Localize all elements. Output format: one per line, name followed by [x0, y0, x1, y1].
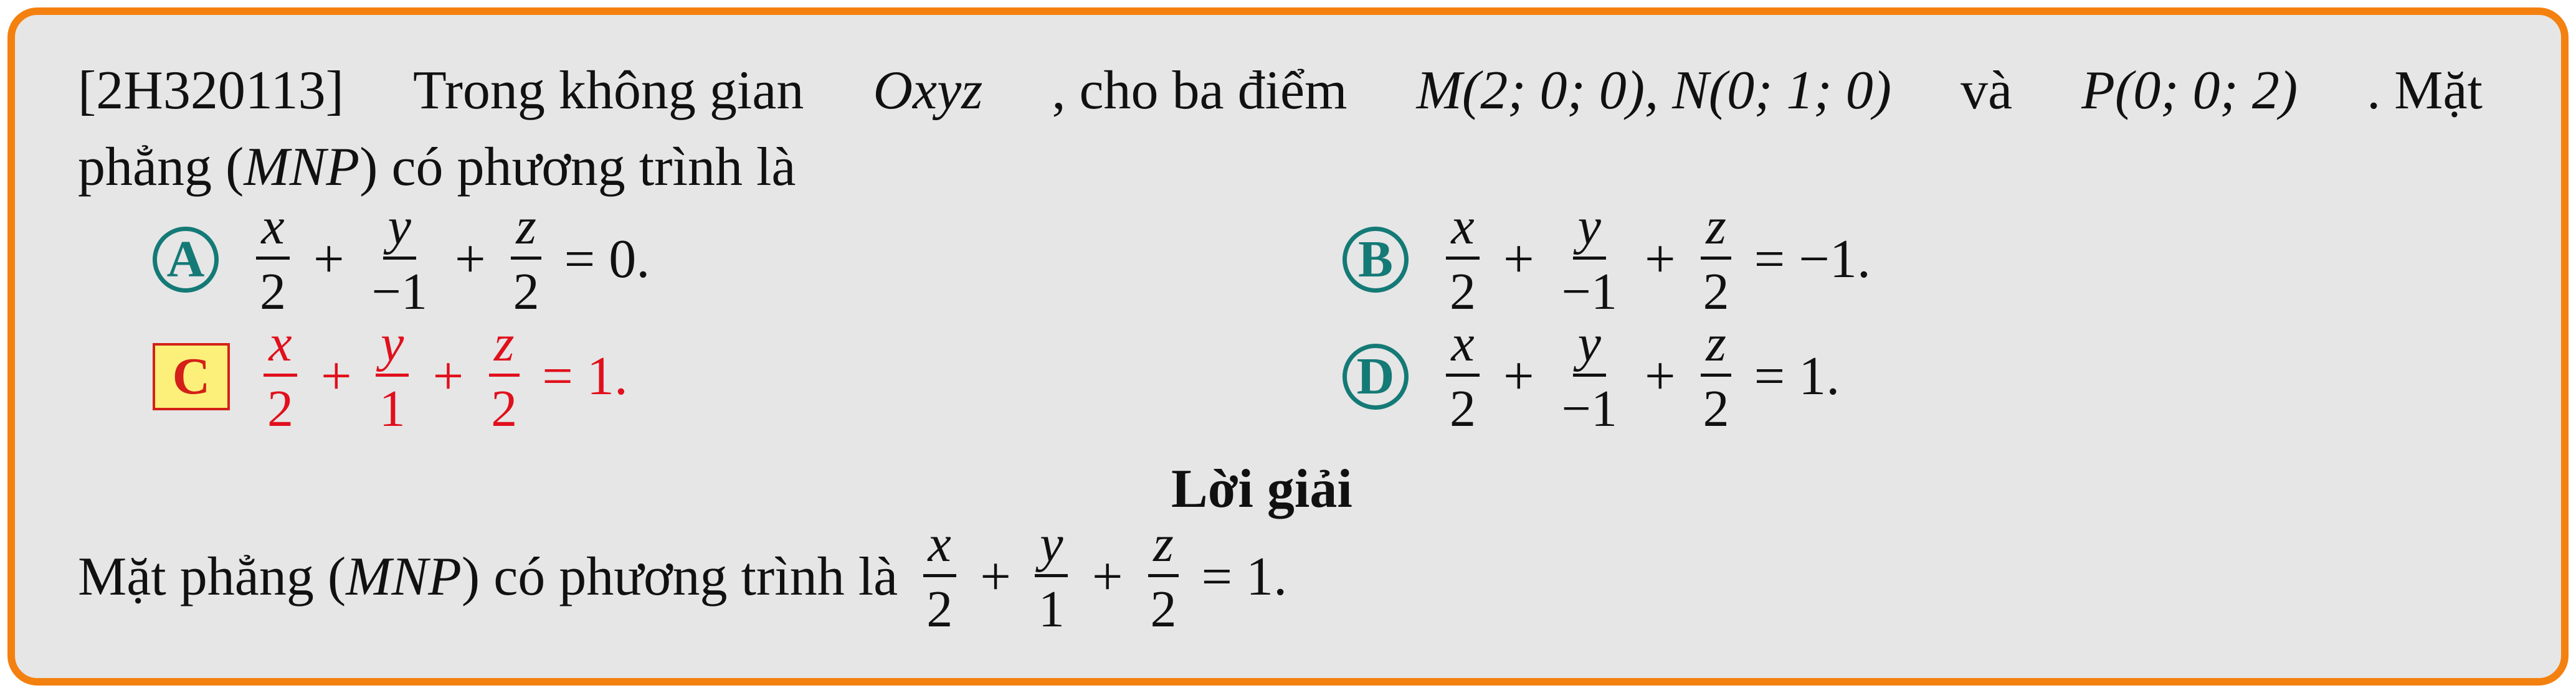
question-text-1d: . Mặt — [2367, 60, 2483, 121]
option-b-equation: $\frac{x}{2}$ + $\frac{y}{-1}$ + $\frac{z}{2}$ = −1. — [1438, 200, 1871, 318]
option-c-equation: $\frac{x}{2}$ + $\frac{y}{1}$ + $\frac{z}{2}$ = 1. — [256, 318, 628, 435]
fraction: $\frac{y}{-1}$ — [371, 197, 428, 321]
option-a-equation: $\frac{x}{2}$ + $\frac{y}{-1}$ + $\frac{z}{2}$ = 0. — [249, 200, 650, 318]
fraction: $\frac{y}{1}$ — [1034, 518, 1070, 636]
fraction: $\frac{z}{2}$ — [1145, 518, 1181, 636]
solution-text: Mặt phẳng (MNP) có phương trình là — [78, 547, 898, 607]
fraction: $\frac{x}{2}$ — [1445, 318, 1481, 435]
question-line-1 — [78, 60, 2483, 121]
option-a-badge[interactable]: A — [153, 227, 219, 293]
space-name: Oxyz — [873, 60, 983, 121]
option-a[interactable] — [153, 197, 650, 321]
point-p: P(0; 0; 2) — [2081, 60, 2298, 121]
fraction: $\frac{y}{-1}$ — [1561, 197, 1618, 321]
option-d-equation: $\frac{x}{2}$ + $\frac{y}{-1}$ + $\frac{z}{2}$ = 1. — [1438, 318, 1840, 435]
option-b[interactable] — [1343, 197, 1871, 321]
question-text-1c: và — [1961, 60, 2013, 121]
option-d[interactable] — [1343, 314, 1840, 438]
fraction: $\frac{y}{-1}$ — [1561, 314, 1618, 438]
option-c[interactable] — [153, 314, 628, 438]
fraction: $\frac{z}{2}$ — [508, 200, 544, 318]
fraction: $\frac{x}{2}$ — [1445, 200, 1481, 318]
fraction: $\frac{z}{2}$ — [1698, 318, 1734, 435]
question-text-2a: phẳng ( — [78, 137, 244, 197]
solution-equation: $\frac{x}{2}$ + $\frac{y}{1}$ + $\frac{z}{2}$ = 1. — [915, 518, 1287, 636]
question-text-1b: , cho ba điểm — [1052, 60, 1347, 121]
option-b-badge[interactable]: B — [1343, 227, 1409, 293]
fraction: $\frac{z}{2}$ — [1698, 200, 1734, 318]
solution-heading: Lời giải — [1171, 459, 1352, 519]
plane-name: MNP — [244, 137, 360, 197]
solution-line — [78, 515, 1288, 638]
question-text-1a: Trong không gian — [412, 60, 804, 121]
option-d-badge[interactable]: D — [1343, 344, 1409, 410]
option-c-badge[interactable]: C — [153, 343, 230, 410]
fraction: $\frac{z}{2}$ — [486, 318, 522, 435]
fraction: $\frac{x}{2}$ — [255, 200, 291, 318]
fraction: $\frac{x}{2}$ — [262, 318, 298, 435]
points-m-n: M(2; 0; 0), N(0; 1; 0) — [1416, 60, 1892, 121]
question-id: [2H320113] — [78, 60, 344, 121]
fraction: $\frac{x}{2}$ — [921, 518, 958, 636]
fraction: $\frac{y}{1}$ — [374, 318, 411, 435]
question-line-2 — [78, 137, 796, 197]
question-text-2b: ) có phương trình là — [359, 137, 796, 197]
